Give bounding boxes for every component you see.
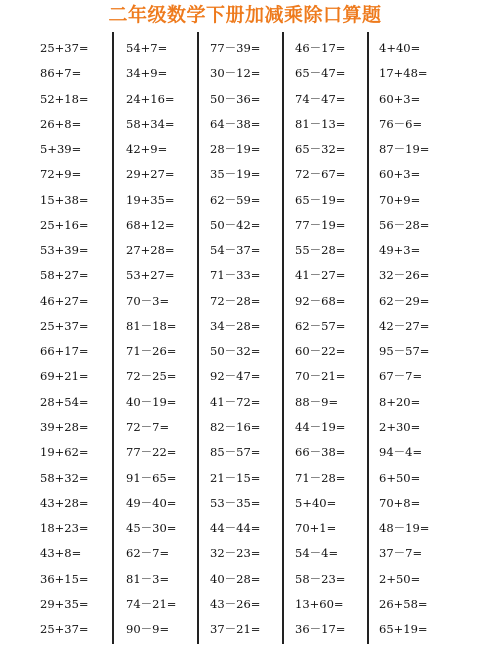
problem-item: 62－59= [210, 192, 261, 207]
problem-item: 72－25= [126, 369, 177, 384]
problem-item: 17+48= [379, 66, 428, 81]
problem-item: 46－17= [295, 41, 346, 55]
problem-item: 90－9= [126, 622, 170, 637]
problem-item: 43+28= [40, 495, 89, 510]
problem-item: 66－38= [295, 445, 346, 460]
problem-column-1 [40, 36, 89, 644]
problem-item: 74－21= [126, 596, 177, 611]
problem-item: 42－27= [379, 318, 430, 333]
problem-item: 70+1= [295, 521, 337, 536]
problem-item: 77－22= [126, 445, 177, 460]
problem-item: 35－19= [210, 167, 261, 182]
problem-item: 28－19= [210, 142, 261, 157]
problem-item: 87－19= [379, 142, 430, 157]
problem-item: 37－7= [379, 546, 423, 561]
problem-item: 49+3= [379, 243, 421, 258]
problem-item: 67－7= [379, 369, 423, 384]
problem-item: 53+39= [40, 243, 89, 258]
problem-item: 28+54= [40, 394, 89, 409]
problem-item: 72－7= [126, 419, 170, 434]
problem-item: 71－28= [295, 470, 346, 485]
problem-item: 77－39= [210, 41, 261, 55]
problem-item: 86+7= [40, 66, 82, 81]
problem-item: 55－28= [295, 243, 346, 258]
problem-item: 64－38= [210, 116, 261, 131]
problem-item: 71－33= [210, 268, 261, 283]
problem-item: 95－57= [379, 344, 430, 359]
problem-item: 77－19= [295, 217, 346, 232]
problem-item: 65－32= [295, 142, 346, 157]
problem-item: 52+18= [40, 91, 89, 106]
problem-item: 82－16= [210, 419, 261, 434]
problem-item: 66+17= [40, 344, 89, 359]
problem-item: 71－26= [126, 344, 177, 359]
column-divider [367, 32, 369, 644]
problem-item: 58+34= [126, 116, 175, 131]
problem-item: 53+27= [126, 268, 175, 283]
problem-item: 34－28= [210, 318, 261, 333]
problem-grid [36, 36, 490, 644]
problem-item: 24+16= [126, 91, 175, 106]
problem-item: 70－21= [295, 369, 346, 384]
problem-item: 62－57= [295, 318, 346, 333]
problem-item: 36－17= [295, 622, 346, 637]
problem-item: 81－13= [295, 116, 346, 131]
worksheet-title: 二年级数学下册加减乘除口算题 [108, 4, 382, 26]
problem-item: 4+40= [379, 41, 421, 55]
problem-item: 13+60= [295, 596, 344, 611]
problem-item: 30－12= [210, 66, 261, 81]
problem-item: 65－19= [295, 192, 346, 207]
problem-item: 58－23= [295, 571, 346, 586]
problem-item: 54+7= [126, 41, 168, 55]
problem-item: 41－27= [295, 268, 346, 283]
problem-item: 48－19= [379, 521, 430, 536]
problem-item: 70+8= [379, 495, 421, 510]
problem-column-4 [295, 36, 345, 644]
problem-item: 53－35= [210, 495, 261, 510]
problem-item: 5+40= [295, 495, 337, 510]
problem-item: 19+62= [40, 445, 89, 460]
problem-item: 32－26= [379, 268, 430, 283]
problem-item: 45－30= [126, 521, 177, 536]
problem-item: 76－6= [379, 116, 423, 131]
problem-item: 25+37= [40, 318, 89, 333]
problem-item: 18+23= [40, 521, 89, 536]
problem-item: 39+28= [40, 419, 89, 434]
problem-item: 65+19= [379, 622, 428, 637]
problem-item: 54－4= [295, 546, 339, 561]
problem-item: 36+15= [40, 571, 89, 586]
problem-column-3 [210, 36, 260, 644]
problem-item: 50－36= [210, 91, 261, 106]
problem-column-2 [126, 36, 176, 644]
problem-item: 44－44= [210, 521, 261, 536]
problem-item: 41－72= [210, 394, 261, 409]
column-divider [112, 32, 114, 644]
problem-item: 40－28= [210, 571, 261, 586]
problem-item: 27+28= [126, 243, 175, 258]
problem-item: 72－28= [210, 293, 261, 308]
problem-item: 94－4= [379, 445, 423, 460]
problem-item: 5+39= [40, 142, 82, 157]
problem-item: 25+37= [40, 622, 89, 637]
problem-item: 21－15= [210, 470, 261, 485]
problem-item: 72+9= [40, 167, 82, 182]
problem-item: 74－47= [295, 91, 346, 106]
problem-item: 29+35= [40, 596, 89, 611]
problem-item: 70－3= [126, 293, 170, 308]
problem-item: 26+58= [379, 596, 428, 611]
problem-item: 44－19= [295, 419, 346, 434]
column-divider [282, 32, 284, 644]
problem-item: 32－23= [210, 546, 261, 561]
problem-item: 69+21= [40, 369, 89, 384]
problem-item: 56－28= [379, 217, 430, 232]
problem-item: 65－47= [295, 66, 346, 81]
problem-item: 42+9= [126, 142, 168, 157]
problem-item: 2+50= [379, 571, 421, 586]
problem-item: 88－9= [295, 394, 339, 409]
problem-item: 92－47= [210, 369, 261, 384]
problem-item: 50－42= [210, 217, 261, 232]
problem-item: 62－7= [126, 546, 170, 561]
problem-item: 60+3= [379, 91, 421, 106]
problem-item: 46+27= [40, 293, 89, 308]
problem-item: 43+8= [40, 546, 82, 561]
problem-item: 26+8= [40, 116, 82, 131]
problem-item: 29+27= [126, 167, 175, 182]
problem-item: 81－18= [126, 318, 177, 333]
column-divider [197, 32, 199, 644]
problem-item: 37－21= [210, 622, 261, 637]
problem-item: 25+37= [40, 41, 89, 55]
problem-item: 62－29= [379, 293, 430, 308]
problem-item: 19+35= [126, 192, 175, 207]
problem-item: 70+9= [379, 192, 421, 207]
problem-item: 40－19= [126, 394, 177, 409]
problem-item: 68+12= [126, 217, 175, 232]
problem-item: 81－3= [126, 571, 170, 586]
problem-item: 8+20= [379, 394, 421, 409]
problem-item: 15+38= [40, 192, 89, 207]
problem-item: 60+3= [379, 167, 421, 182]
problem-item: 6+50= [379, 470, 421, 485]
problem-item: 91－65= [126, 470, 177, 485]
problem-item: 92－68= [295, 293, 346, 308]
problem-item: 25+16= [40, 217, 89, 232]
problem-column-5 [379, 36, 429, 644]
problem-item: 58+27= [40, 268, 89, 283]
problem-item: 49－40= [126, 495, 177, 510]
problem-item: 72－67= [295, 167, 346, 182]
problem-item: 54－37= [210, 243, 261, 258]
problem-item: 58+32= [40, 470, 89, 485]
problem-item: 50－32= [210, 344, 261, 359]
problem-item: 2+30= [379, 419, 421, 434]
problem-item: 60－22= [295, 344, 346, 359]
problem-item: 34+9= [126, 66, 168, 81]
problem-item: 43－26= [210, 596, 261, 611]
problem-item: 85－57= [210, 445, 261, 460]
